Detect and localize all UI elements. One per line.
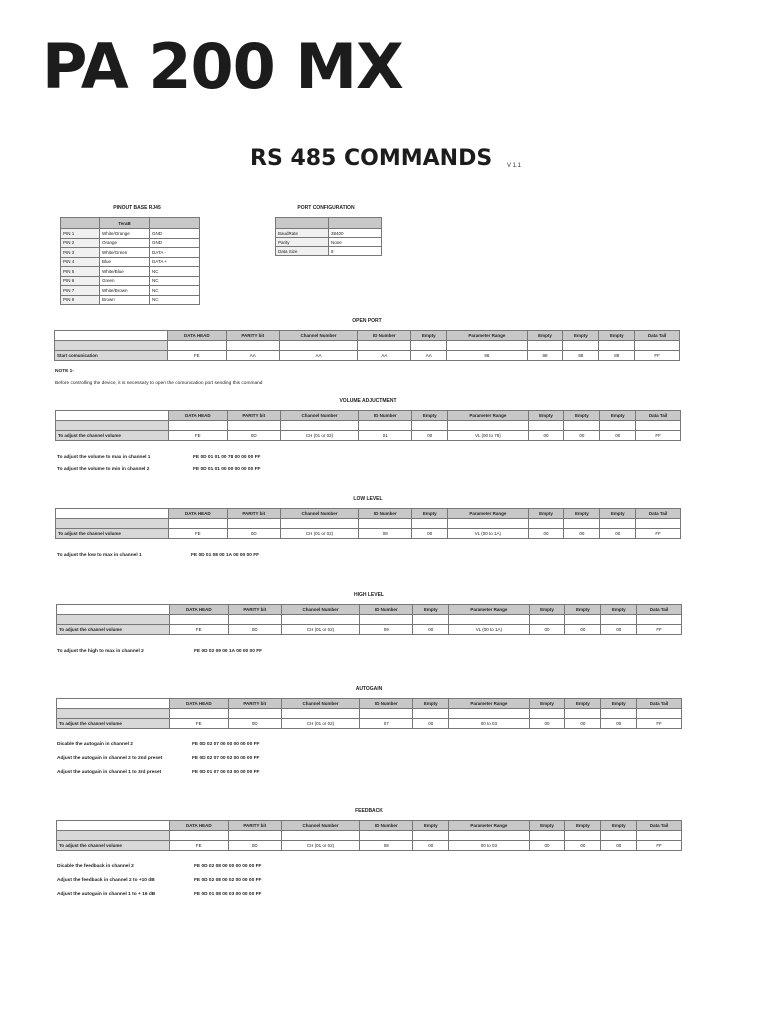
- column-header: DATA HEAD: [168, 331, 227, 341]
- table-spacer-row: [56, 519, 681, 529]
- spacer-cell: [528, 519, 564, 529]
- spacer-cell: [360, 615, 413, 625]
- spacer-label: [55, 341, 168, 351]
- column-header: ID Number: [360, 605, 413, 615]
- example-label: To adjust the volume to min in channel 2: [57, 467, 150, 472]
- column-header: Empty: [563, 331, 599, 341]
- spacer-cell: [226, 341, 279, 351]
- spacer-cell: [228, 831, 281, 841]
- table-header-row: [57, 821, 682, 831]
- pinout-cell-color: Green: [100, 276, 150, 286]
- value-cell: VL (00 to 78): [448, 431, 528, 441]
- column-header: Channel Number: [280, 411, 358, 421]
- port-config-value: None: [329, 238, 382, 247]
- spacer-cell: [528, 421, 564, 431]
- table-row: [56, 431, 681, 441]
- value-cell: CH (01 or 02): [281, 841, 359, 851]
- example-label: Adjust the autogain in channel 1 to + 16 dB: [57, 892, 156, 897]
- value-cell: FF: [636, 431, 681, 441]
- port-config-caption: PORT CONFIGURATION: [297, 205, 355, 211]
- value-cell: FF: [637, 719, 682, 729]
- open-port-caption: OPEN PORT: [352, 318, 382, 324]
- column-header: Empty: [599, 331, 635, 341]
- column-header: Empty: [527, 331, 563, 341]
- value-cell: 00: [565, 625, 601, 635]
- spacer-cell: [637, 831, 682, 841]
- column-header: ID Number: [359, 509, 412, 519]
- pinout-cell-signal: DATA +: [150, 257, 200, 267]
- spacer-cell: [169, 421, 228, 431]
- spacer-cell: [636, 421, 681, 431]
- value-cell: 00: [413, 841, 449, 851]
- table-header-row: [55, 331, 680, 341]
- column-header: Data Tail: [637, 699, 682, 709]
- column-header: Empty: [565, 699, 601, 709]
- spacer-cell: [448, 519, 528, 529]
- table-row: [56, 529, 681, 539]
- table-spacer-row: [57, 615, 682, 625]
- spacer-cell: [411, 341, 447, 351]
- column-header: Empty: [564, 411, 600, 421]
- column-header: PARITY bit: [228, 699, 281, 709]
- column-header: Channel Number: [281, 699, 359, 709]
- example-code: FE 0D 02 07 00 02 00 00 00 FF: [192, 756, 260, 761]
- value-cell: 88: [599, 351, 635, 361]
- spacer-cell: [358, 341, 411, 351]
- column-header: Parameter Range: [448, 509, 528, 519]
- example-code: FE 0D 01 08 00 1A 00 00 00 FF: [191, 553, 260, 558]
- pinout-row: [61, 248, 200, 258]
- value-cell: 88: [563, 351, 599, 361]
- column-header: Empty: [600, 509, 636, 519]
- spacer-cell: [449, 831, 529, 841]
- document-title: PA 200 MX: [42, 30, 403, 103]
- port-config-key: Parity: [276, 238, 329, 247]
- value-cell: 0D: [228, 719, 281, 729]
- spacer-cell: [637, 615, 682, 625]
- column-header: ID Number: [360, 699, 413, 709]
- pinout-row: [61, 267, 200, 277]
- value-cell: 0D: [227, 529, 280, 539]
- column-header: Channel Number: [280, 509, 358, 519]
- spacer-cell: [412, 421, 448, 431]
- pinout-cell-signal: NC: [150, 295, 200, 305]
- example-label: Adjust the autogain in channel 2 to 2nd preset: [57, 756, 163, 761]
- table-header-row: [56, 509, 681, 519]
- table-spacer-row: [57, 709, 682, 719]
- pinout-cell-color: White/Green: [100, 248, 150, 258]
- value-cell: CH (01 or 02): [280, 529, 358, 539]
- document-subtitle: RS 485 COMMANDS: [250, 146, 493, 171]
- column-header: Empty: [413, 699, 449, 709]
- spacer-cell: [636, 519, 681, 529]
- feedback-caption: FEEDBACK: [355, 808, 383, 814]
- column-header: PARITY bit: [226, 331, 279, 341]
- column-header: Data Tail: [637, 605, 682, 615]
- pinout-row: [61, 286, 200, 296]
- note-text: Before controlling the device, it is necessary to open the comunication port sending this command: [55, 381, 263, 386]
- value-cell: 88: [527, 351, 563, 361]
- spacer-cell: [360, 831, 413, 841]
- column-header: Parameter Range: [449, 821, 529, 831]
- table-row: [55, 351, 680, 361]
- pinout-row: [61, 229, 200, 239]
- column-header: Data Tail: [636, 411, 681, 421]
- spacer-cell: [449, 615, 529, 625]
- spacer-cell: [601, 709, 637, 719]
- column-header: PARITY bit: [228, 821, 281, 831]
- volume-caption: VOLUME ADJUCTMENT: [339, 398, 397, 404]
- pinout-cell-signal: GND: [150, 238, 200, 248]
- pinout-cell-signal: DATA -: [150, 248, 200, 258]
- version-label: V 1.1: [507, 163, 522, 169]
- autogain-caption: AUTOGAIN: [355, 686, 383, 692]
- example-code: FE 0D 01 08 00 03 00 00 00 FF: [194, 892, 262, 897]
- value-cell: FE: [168, 351, 227, 361]
- value-cell: FE: [170, 841, 229, 851]
- spacer-cell: [564, 421, 600, 431]
- spacer-label: [56, 519, 169, 529]
- column-header: Empty: [601, 605, 637, 615]
- header-blank: [57, 821, 170, 831]
- open-port-command-table: [54, 330, 680, 361]
- pinout-cell-pin: PIN 7: [61, 286, 100, 296]
- pinout-cell-pin: PIN 5: [61, 267, 100, 277]
- table-row: [57, 719, 682, 729]
- row-label: To adjust the channel volume: [57, 625, 170, 635]
- value-cell: FE: [170, 625, 229, 635]
- value-cell: 0D: [228, 625, 281, 635]
- value-cell: 00: [564, 529, 600, 539]
- spacer-cell: [563, 341, 599, 351]
- header-blank: [57, 605, 170, 615]
- value-cell: VL (00 to 1A): [449, 625, 529, 635]
- port-config-row: [276, 247, 382, 256]
- value-cell: 00 to 03: [449, 841, 529, 851]
- port-config-key: BaudRate: [276, 229, 329, 238]
- table-row: [57, 625, 682, 635]
- value-cell: 0D: [227, 431, 280, 441]
- value-cell: AA: [226, 351, 279, 361]
- value-cell: 00: [601, 719, 637, 729]
- spacer-cell: [359, 519, 412, 529]
- spacer-cell: [413, 831, 449, 841]
- example-label: Adjust the autogain in channel 1 to 3rd preset: [57, 770, 162, 775]
- column-header: Empty: [601, 699, 637, 709]
- pinout-cell-pin: PIN 4: [61, 257, 100, 267]
- spacer-cell: [279, 341, 357, 351]
- value-cell: 09: [360, 625, 413, 635]
- port-config-value: 8: [329, 247, 382, 256]
- pinout-row: [61, 295, 200, 305]
- value-cell: 00: [565, 719, 601, 729]
- column-header: Empty: [413, 605, 449, 615]
- table-header-row: [56, 411, 681, 421]
- pinout-header: TeraB: [100, 218, 150, 229]
- value-cell: 00: [412, 529, 448, 539]
- value-cell: CH (01 or 02): [281, 719, 359, 729]
- column-header: ID Number: [360, 821, 413, 831]
- value-cell: 00: [600, 431, 636, 441]
- value-cell: 00: [529, 841, 565, 851]
- port-config-row: [276, 238, 382, 247]
- column-header: Empty: [413, 821, 449, 831]
- value-cell: FE: [170, 719, 229, 729]
- value-cell: 00: [528, 431, 564, 441]
- column-header: DATA HEAD: [170, 821, 229, 831]
- spacer-cell: [281, 831, 359, 841]
- value-cell: 00: [528, 529, 564, 539]
- value-cell: FF: [637, 625, 682, 635]
- spacer-cell: [565, 615, 601, 625]
- spacer-cell: [359, 421, 412, 431]
- column-header: Empty: [565, 821, 601, 831]
- port-config-row: [276, 229, 382, 238]
- pinout-cell-signal: NC: [150, 286, 200, 296]
- column-header: PARITY bit: [227, 411, 280, 421]
- spacer-cell: [564, 519, 600, 529]
- column-header: Empty: [565, 605, 601, 615]
- column-header: Empty: [601, 821, 637, 831]
- example-label: Dicable the autogain in channel 2: [57, 742, 133, 747]
- high-command-table: [56, 604, 682, 635]
- value-cell: 00: [600, 529, 636, 539]
- pinout-cell-color: White/Brown: [100, 286, 150, 296]
- spacer-cell: [565, 709, 601, 719]
- value-cell: FF: [635, 351, 680, 361]
- value-cell: 00: [601, 625, 637, 635]
- column-header: Empty: [528, 509, 564, 519]
- spacer-cell: [170, 615, 229, 625]
- column-header: Empty: [529, 821, 565, 831]
- column-header: Parameter Range: [448, 411, 528, 421]
- example-label: To adjust the low to max in channel 1: [57, 553, 142, 558]
- pinout-cell-color: White/Blue: [100, 267, 150, 277]
- spacer-cell: [529, 709, 565, 719]
- column-header: ID Number: [358, 331, 411, 341]
- column-header: ID Number: [359, 411, 412, 421]
- pinout-cell-signal: NC: [150, 276, 200, 286]
- column-header: Empty: [529, 699, 565, 709]
- spacer-cell: [601, 615, 637, 625]
- example-label: To adjust the high to max in channel 2: [57, 649, 144, 654]
- value-cell: 00: [413, 625, 449, 635]
- value-cell: 00: [412, 431, 448, 441]
- pinout-row: [61, 257, 200, 267]
- pinout-row: [61, 238, 200, 248]
- spacer-cell: [600, 519, 636, 529]
- spacer-cell: [169, 519, 228, 529]
- table-row: [57, 841, 682, 851]
- spacer-cell: [168, 341, 227, 351]
- value-cell: AA: [358, 351, 411, 361]
- column-header: Channel Number: [279, 331, 357, 341]
- value-cell: AA: [411, 351, 447, 361]
- value-cell: FE: [169, 431, 228, 441]
- column-header: Empty: [528, 411, 564, 421]
- pinout-caption: PINOUT BASE RJ45: [113, 205, 161, 211]
- row-label: Start comunication: [55, 351, 168, 361]
- spacer-cell: [413, 709, 449, 719]
- spacer-label: [57, 831, 170, 841]
- pinout-table: [60, 217, 200, 305]
- feedback-command-table: [56, 820, 682, 851]
- value-cell: CH (01 or 02): [280, 431, 358, 441]
- value-cell: FE: [169, 529, 228, 539]
- column-header: Data Tail: [637, 821, 682, 831]
- value-cell: 08: [359, 529, 412, 539]
- spacer-cell: [527, 341, 563, 351]
- example-label: Adjust the feedback in channel 2 to +10 dB: [57, 878, 155, 883]
- column-header: Channel Number: [281, 821, 359, 831]
- spacer-cell: [529, 615, 565, 625]
- spacer-cell: [449, 709, 529, 719]
- spacer-cell: [228, 709, 281, 719]
- spacer-cell: [281, 709, 359, 719]
- spacer-cell: [448, 421, 528, 431]
- spacer-cell: [635, 341, 680, 351]
- volume-command-table: [55, 410, 681, 441]
- spacer-cell: [599, 341, 635, 351]
- example-code: FE 0D 01 01 00 00 00 00 00 FF: [193, 467, 261, 472]
- column-header: PARITY bit: [227, 509, 280, 519]
- value-cell: 07: [360, 719, 413, 729]
- spacer-label: [57, 615, 170, 625]
- port-config-table: [275, 217, 382, 256]
- column-header: Channel Number: [281, 605, 359, 615]
- value-cell: CH (01 or 02): [281, 625, 359, 635]
- autogain-command-table: [56, 698, 682, 729]
- spacer-cell: [637, 709, 682, 719]
- value-cell: 00: [565, 841, 601, 851]
- pinout-cell-pin: PIN 1: [61, 229, 100, 239]
- spacer-cell: [228, 615, 281, 625]
- spacer-cell: [600, 421, 636, 431]
- spacer-cell: [280, 421, 358, 431]
- example-label: To adjust the volume to max in channel 1: [57, 455, 151, 460]
- high-caption: HIGH LEVEL: [353, 592, 384, 598]
- column-header: Parameter Range: [447, 331, 527, 341]
- spacer-cell: [413, 615, 449, 625]
- row-label: To adjust the channel volume: [56, 431, 169, 441]
- row-label: To adjust the channel volume: [57, 719, 170, 729]
- table-spacer-row: [57, 831, 682, 841]
- value-cell: 00: [529, 625, 565, 635]
- spacer-cell: [565, 831, 601, 841]
- low-command-table: [55, 508, 681, 539]
- value-cell: 0D: [228, 841, 281, 851]
- spacer-cell: [601, 831, 637, 841]
- pinout-cell-signal: GND: [150, 229, 200, 239]
- note-title: NOTE 1-: [55, 369, 74, 374]
- pinout-cell-color: White/Orange: [100, 229, 150, 239]
- example-code: FE 0D 02 08 00 02 00 00 00 FF: [194, 878, 262, 883]
- column-header: DATA HEAD: [169, 509, 228, 519]
- value-cell: AA: [279, 351, 357, 361]
- value-cell: 00: [413, 719, 449, 729]
- column-header: Parameter Range: [449, 699, 529, 709]
- pinout-cell-pin: PIN 6: [61, 276, 100, 286]
- column-header: DATA HEAD: [170, 605, 229, 615]
- pinout-cell-color: Orange: [100, 238, 150, 248]
- table-header-row: [57, 699, 682, 709]
- spacer-cell: [280, 519, 358, 529]
- table-spacer-row: [56, 421, 681, 431]
- example-code: FE 0D 01 01 00 78 00 00 00 FF: [193, 455, 261, 460]
- row-label: To adjust the channel volume: [56, 529, 169, 539]
- column-header: DATA HEAD: [170, 699, 229, 709]
- spacer-cell: [227, 421, 280, 431]
- column-header: Data Tail: [636, 509, 681, 519]
- port-config-value: 38400: [329, 229, 382, 238]
- row-label: To adjust the channel volume: [57, 841, 170, 851]
- spacer-cell: [170, 709, 229, 719]
- column-header: Empty: [412, 411, 448, 421]
- column-header: PARITY bit: [228, 605, 281, 615]
- header-blank: [56, 509, 169, 519]
- column-header: Empty: [600, 411, 636, 421]
- column-header: Empty: [411, 331, 447, 341]
- header-blank: [55, 331, 168, 341]
- pinout-row: [61, 276, 200, 286]
- example-code: FE 0D 02 08 00 00 00 00 00 FF: [194, 864, 262, 869]
- example-code: FE 0D 02 07 00 00 00 00 00 FF: [192, 742, 260, 747]
- port-config-key: Data Size: [276, 247, 329, 256]
- pinout-cell-pin: PIN 3: [61, 248, 100, 258]
- table-header-row: [57, 605, 682, 615]
- low-caption: LOW LEVEL: [353, 496, 383, 502]
- value-cell: 88: [447, 351, 527, 361]
- value-cell: FF: [637, 841, 682, 851]
- value-cell: 00: [601, 841, 637, 851]
- column-header: DATA HEAD: [169, 411, 228, 421]
- spacer-cell: [412, 519, 448, 529]
- value-cell: 00: [564, 431, 600, 441]
- header-blank: [57, 699, 170, 709]
- value-cell: FF: [636, 529, 681, 539]
- pinout-cell-pin: PIN 2: [61, 238, 100, 248]
- spacer-label: [57, 709, 170, 719]
- value-cell: 00 to 03: [449, 719, 529, 729]
- column-header: Empty: [529, 605, 565, 615]
- example-label: Dicable the feedback in channel 2: [57, 864, 134, 869]
- spacer-cell: [170, 831, 229, 841]
- spacer-label: [56, 421, 169, 431]
- pinout-cell-color: Blue: [100, 257, 150, 267]
- column-header: Empty: [412, 509, 448, 519]
- spacer-cell: [281, 615, 359, 625]
- example-code: FE 0D 01 07 00 03 00 00 00 FF: [192, 770, 260, 775]
- header-blank: [56, 411, 169, 421]
- value-cell: 00: [529, 719, 565, 729]
- column-header: Parameter Range: [449, 605, 529, 615]
- column-header: Empty: [564, 509, 600, 519]
- pinout-cell-pin: PIN 8: [61, 295, 100, 305]
- example-code: FE 0D 02 09 00 1A 00 00 00 FF: [194, 649, 263, 654]
- spacer-cell: [529, 831, 565, 841]
- value-cell: 01: [359, 431, 412, 441]
- spacer-cell: [227, 519, 280, 529]
- spacer-cell: [447, 341, 527, 351]
- table-spacer-row: [55, 341, 680, 351]
- value-cell: VL (00 to 1A): [448, 529, 528, 539]
- pinout-cell-color: Brown: [100, 295, 150, 305]
- column-header: Data Tail: [635, 331, 680, 341]
- value-cell: 08: [360, 841, 413, 851]
- pinout-cell-signal: NC: [150, 267, 200, 277]
- spacer-cell: [360, 709, 413, 719]
